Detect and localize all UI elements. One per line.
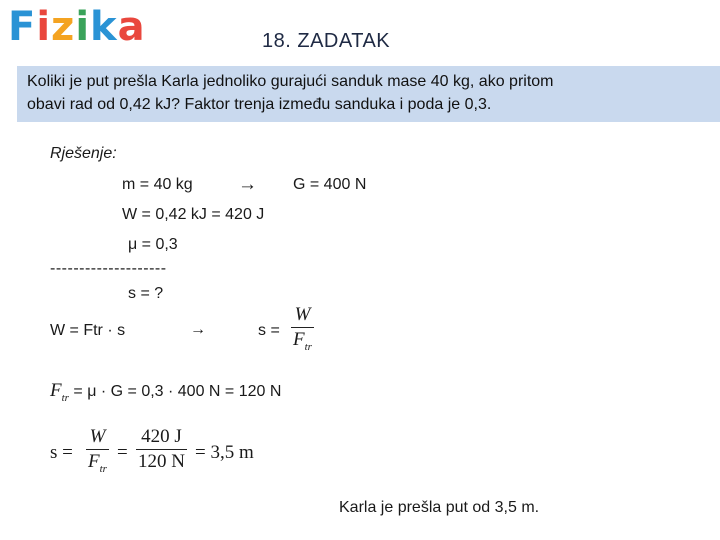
logo-letter: z: [51, 4, 76, 50]
page-title: 18. ZADATAK: [262, 30, 391, 52]
logo-letter: i: [36, 4, 52, 50]
fraction-bar: [291, 327, 314, 328]
answer-sentence: Karla je prešla put od 3,5 m.: [339, 499, 540, 516]
equation-distance-label: s =: [50, 442, 73, 463]
logo-letter: k: [90, 4, 118, 50]
task-line-1: Koliki je put prešla Karla jednoliko gurajući sanduk mase 40 kg, ako pritom: [27, 73, 554, 90]
unknown-distance: s = ?: [128, 285, 164, 302]
fraction-numerator: W: [89, 426, 106, 447]
fraction-bar: [136, 449, 187, 450]
logo-letter: i: [75, 4, 91, 50]
fraction-denominator: $F_{tr}$: [293, 329, 312, 353]
given-work: W = 0,42 kJ = 420 J: [122, 206, 265, 223]
fraction-values: [136, 426, 187, 473]
fraction-w-over-ftr: [86, 426, 109, 475]
friction-force-symbol: $F_{tr}$: [50, 380, 69, 404]
given-friction-coefficient: μ = 0,3: [128, 236, 178, 253]
given-weight: G = 400 N: [293, 176, 367, 193]
task-text-box: [17, 66, 720, 122]
arrow-icon: →: [190, 321, 206, 338]
equation-friction-force: [50, 380, 281, 404]
equation-work: W = Ftr · s: [50, 322, 126, 339]
fizika-logo: [8, 0, 146, 54]
fraction-denominator: $F_{tr}$: [88, 451, 107, 475]
task-line-2: obavi rad od 0,42 kJ? Faktor trenja između sanduka i poda je 0,3.: [27, 96, 492, 113]
equation-s-label: s =: [258, 322, 280, 339]
given-mass: m = 40 kg: [122, 176, 193, 193]
solution-heading: Rješenje:: [50, 145, 117, 162]
fraction-denominator: 120 N: [138, 451, 185, 472]
arrow-icon: →: [238, 174, 257, 195]
friction-force-calculation: = μ · G = 0,3 · 400 N = 120 N: [73, 383, 282, 400]
logo-letter: a: [117, 4, 146, 50]
fraction-numerator: 420 J: [141, 426, 182, 447]
equals-sign: =: [117, 442, 128, 463]
fraction-w-over-ftr: [291, 304, 314, 353]
fraction-numerator: W: [294, 304, 311, 325]
result-distance: = 3,5 m: [195, 442, 254, 463]
separator-line: --------------------: [50, 260, 167, 277]
fraction-bar: [86, 449, 109, 450]
logo-letter: F: [8, 4, 37, 50]
